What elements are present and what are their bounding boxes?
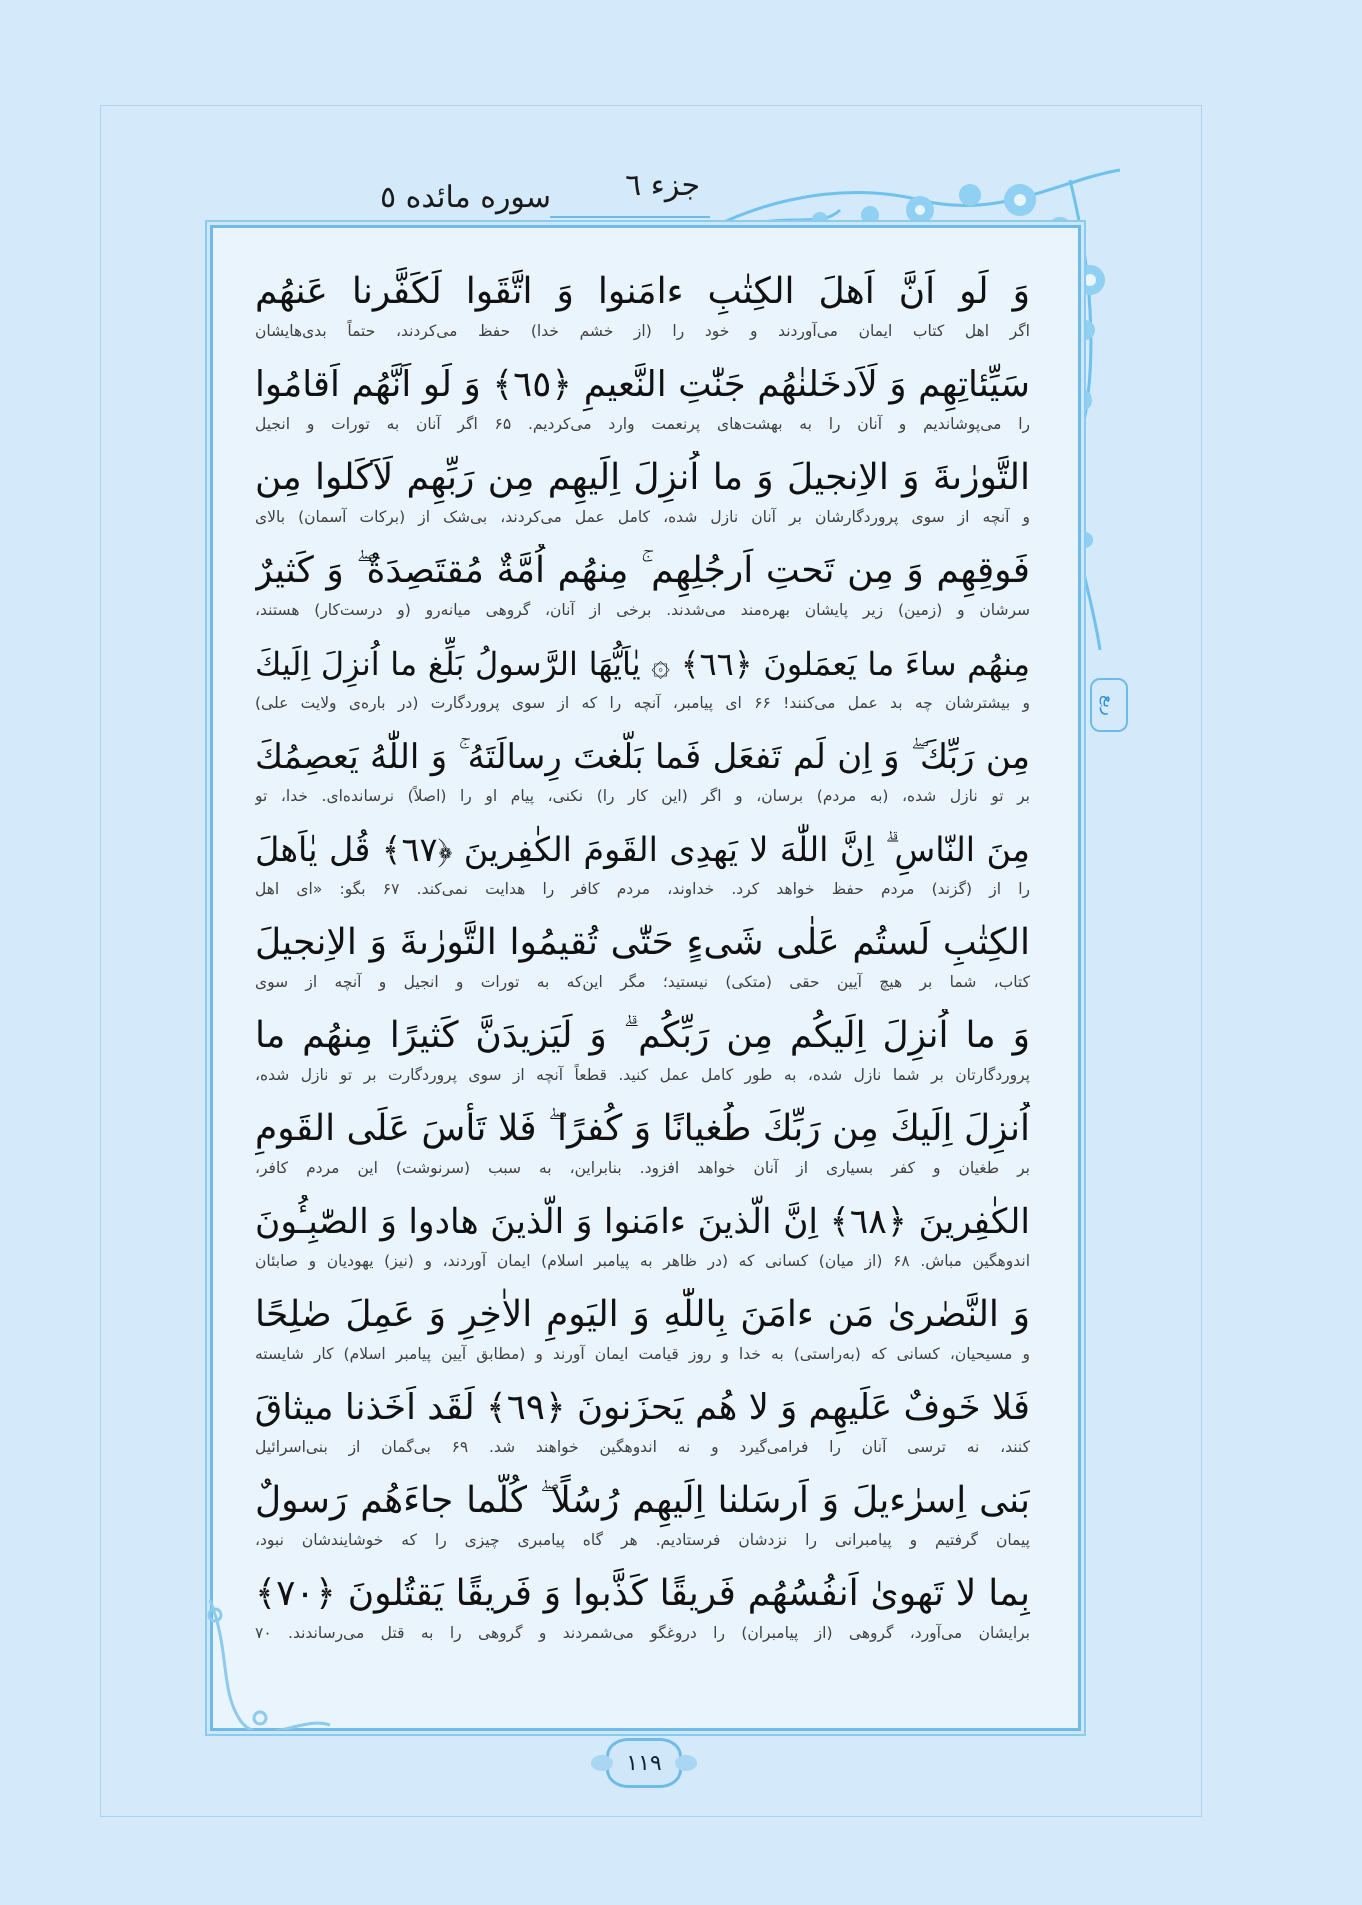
translation-line: اندوهگین مباش. ۶۸ (از میان) کسانی که (در ظاهر به پیامبر اسلام) ایمان آوردند، و (نیز) یهودیان و صابئان	[255, 1252, 1030, 1270]
ayah-line: وَ ما اُنزِلَ اِلَيكُم مِن رَبِّكُم ۗ وَ لَيَزيدَنَّ كَثيرًا مِنهُم ما	[255, 1015, 1030, 1056]
ayah-line: التَّورٰىةَ وَ الاِنجيلَ وَ ما اُنزِلَ اِلَيهِم مِن رَبِّهِم لَاَكَلوا مِن	[255, 457, 1030, 498]
ayah-line: وَ لَو اَنَّ اَهلَ الكِتٰبِ ءامَنوا وَ اتَّقَوا لَكَفَّرنا عَنهُم	[255, 271, 1030, 312]
translation-line: پیمان گرفتیم و پیامبرانی را نزدشان فرستادیم. هر گاه پیامبری چیزی را که خوشایندشان نبود،	[255, 1531, 1030, 1549]
translation-line: و آنچه از سوی پروردگارشان بر آنان نازل شده، کامل عمل می‌کردند، بی‌شک از (برکات آسمان) بالای	[255, 508, 1030, 526]
translation-line: را از (گزند) مردم حفظ خواهد کرد. خداوند، مردم کافر را هدایت نمی‌کند. ۶۷ بگو: «ای اهل	[255, 880, 1030, 898]
translation-line: بر تو نازل شده، (به مردم) برسان، و اگر (این کار را) نکنی، پیام او را (اصلاً) نرسانده‌ای. خدا، تو	[255, 787, 1030, 805]
page-number: ١١٩	[606, 1738, 682, 1788]
translation-line: بر طغیان و کفر بسیاری از آنان خواهد افزود. بنابراین، به سبب (سرنوشت) این مردم کافر،	[255, 1159, 1030, 1177]
translation-line: و مسیحیان، کسانی که (به‌راستی) به خدا و روز قیامت ایمان آورند و (مطابق آیین پیامبر اسلام) کار شایسته	[255, 1345, 1030, 1363]
bottom-left-ornament	[200, 1590, 340, 1730]
juz-label: جزء ٦	[625, 168, 700, 203]
ayah-line: بَنى اِسرٰءيلَ وَ اَرسَلنا اِلَيهِم رُسُلًا ۖ كُلَّما جاءَهُم رَسولٌ	[255, 1480, 1030, 1521]
quran-text-area	[255, 265, 1030, 1705]
header-underline	[550, 216, 710, 218]
ayah-line: بِما لا تَهوىٰ اَنفُسُهُم فَريقًا كَذَّبوا وَ فَريقًا يَقتُلونَ ﴿٧٠﴾	[255, 1573, 1030, 1614]
translation-line: را می‌پوشاندیم و آنان را به بهشت‌های پرنعمت وارد می‌کردیم. ۶۵ اگر آنان به تورات و انجیل	[255, 415, 1030, 433]
translation-line: کنند، نه ترسی آنان را فرامی‌گیرد و نه اندوهگین خواهند شد. ۶۹ بی‌گمان از بنی‌اسرائیل	[255, 1438, 1030, 1456]
ayah-line: فَوقِهِم وَ مِن تَحتِ اَرجُلِهِم ۚ مِنهُم اُمَّةٌ مُقتَصِدَةٌ ۖ وَ كَثيرٌ	[255, 550, 1030, 591]
ayah-line: اُنزِلَ اِلَيكَ مِن رَبِّكَ طُغيانًا وَ كُفرًا ۖ فَلا تَأسَ عَلَى القَومِ	[255, 1108, 1030, 1149]
ayah-line: الكِتٰبِ لَستُم عَلٰى شَىءٍ حَتّٰى تُقيمُوا التَّورٰىةَ وَ الاِنجيلَ	[255, 922, 1030, 963]
ayah-line: الكٰفِرينَ ﴿٦٨﴾ اِنَّ الَّذينَ ءامَنوا وَ الَّذينَ هادوا وَ الصّٰبِـُٔونَ	[255, 1202, 1030, 1242]
translation-line: سرشان و (زمین) زیر پایشان بهره‌مند می‌شدند. برخی از آنان، گروهی میانه‌رو (و درست‌کار) هستند،	[255, 601, 1030, 619]
surah-label: سوره مائده ٥	[380, 180, 552, 215]
ayah-line: مِن رَبِّكَ ۖ وَ اِن لَم تَفعَل فَما بَلَّغتَ رِسالَتَهُ ۚ وَ اللّٰهُ يَعصِمُكَ	[255, 737, 1030, 777]
translation-line: پروردگارتان بر شما نازل شده، به طور کامل عمل کنید. قطعاً آنچه از سوی پروردگارت بر تو نازل شده،	[255, 1066, 1030, 1084]
ayah-line: سَيِّئاتِهِم وَ لَاَدخَلنٰهُم جَنّٰتِ النَّعيمِ ﴿٦٥﴾ وَ لَو اَنَّهُم اَقامُوا	[255, 364, 1030, 405]
translation-line: برایشان می‌آورد، گروهی (از پیامبران) را دروغگو می‌شمردند و گروهی را به قتل می‌رساندند. ۷۰	[255, 1624, 1030, 1642]
translation-line: کتاب، شما بر هیچ آیین حقی (متکی) نیستید؛ مگر این‌که به تورات و انجیل و آنچه از سوی	[255, 973, 1030, 991]
ayah-line: مِنهُم ساءَ ما يَعمَلونَ ﴿٦٦﴾ ۞ يٰاَيُّهَا الرَّسولُ بَلِّغ ما اُنزِلَ اِلَيكَ	[255, 645, 1030, 683]
ayah-line: فَلا خَوفٌ عَلَيهِم وَ لا هُم يَحزَنونَ ﴿٦٩﴾ لَقَد اَخَذنا ميثاقَ	[255, 1387, 1030, 1428]
hizb-marker: ربع	[1090, 678, 1128, 732]
ayah-line: مِنَ النّاسِ ۗ اِنَّ اللّٰهَ لا يَهدِى القَومَ الكٰفِرينَ ﴿٦٧﴾ قُل يٰاَهلَ	[255, 830, 1030, 869]
ayah-line: وَ النَّصٰرىٰ مَن ءامَنَ بِاللّٰهِ وَ اليَومِ الاٰخِرِ وَ عَمِلَ صٰلِحًا	[255, 1294, 1030, 1335]
translation-line: و بیشترشان چه بد عمل می‌کنند! ۶۶ ای پیامبر، آنچه را که از سوی پروردگارت (در باره‌ی ولایت علی)	[255, 694, 1030, 712]
translation-line: اگر اهل کتاب ایمان می‌آوردند و خود را (از خشم خدا) حفظ می‌کردند، حتماً بدی‌هایشان	[255, 322, 1030, 340]
page-header	[380, 168, 740, 218]
